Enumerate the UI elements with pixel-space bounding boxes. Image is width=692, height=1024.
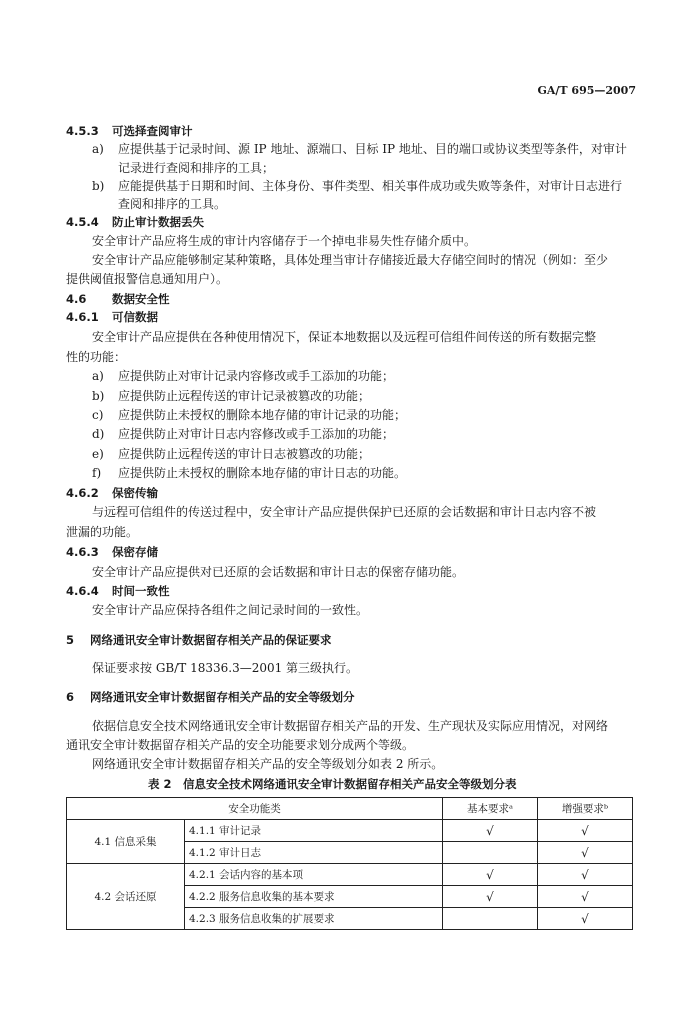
- basic-mark-cell: √: [443, 886, 538, 908]
- column-header: 安全功能类: [67, 798, 443, 820]
- basic-mark-cell: [443, 908, 538, 930]
- item-cell: 4.2.3 服务信息收集的扩展要求: [185, 908, 443, 930]
- enhanced-mark-cell: √: [538, 842, 633, 864]
- item-cell: 4.1.1 审计记录: [185, 820, 443, 842]
- table-row: [67, 820, 633, 842]
- enhanced-mark-cell: √: [538, 886, 633, 908]
- enhanced-mark-cell: √: [538, 908, 633, 930]
- paragraph: 安全审计产品应提供在各种使用情况下，保证本地数据以及远程可信组件间传送的所有数据完整: [92, 330, 597, 344]
- paragraph: 安全审计产品应能够制定某种策略，具体处理当审计存储接近最大存储空间时的情况（例如：至少: [92, 253, 609, 267]
- enhanced-mark-cell: √: [538, 820, 633, 842]
- table-header-row: [67, 798, 633, 820]
- list-item: d) 应提供防止对审计日志内容修改或手工添加的功能；: [92, 427, 395, 441]
- list-item: c) 应提供防止未授权的删除本地存储的审计记录的功能；: [92, 408, 407, 422]
- list-item: a) 应提供防止对审计记录内容修改或手工添加的功能；: [92, 369, 395, 383]
- list-item: b) 应能提供基于日期和时间、主体身份、事件类型、相关事件成功或失败等条件，对审计日志进行: [92, 179, 623, 193]
- column-header: 增强要求ᵇ: [538, 798, 633, 820]
- standard-code-header: GA/T 695—2007: [537, 84, 636, 97]
- list-item-continuation: 记录进行查阅和排序的工具；: [118, 161, 275, 175]
- basic-mark-cell: √: [443, 864, 538, 886]
- list-item-continuation: 查阅和排序的工具。: [118, 197, 227, 211]
- group-cell: 4.2 会话还原: [67, 864, 185, 930]
- paragraph: 安全审计产品应提供对已还原的会话数据和审计日志的保密存储功能。: [92, 565, 465, 579]
- item-cell: 4.2.1 会话内容的基本项: [185, 864, 443, 886]
- section-heading-4-6-2: 4.6.2 保密传输: [66, 486, 158, 500]
- section-heading-4-5-4: 4.5.4 防止审计数据丢失: [66, 215, 204, 229]
- list-item: e) 应提供防止远程传送的审计日志被篡改的功能；: [92, 447, 371, 461]
- item-cell: 4.2.2 服务信息收集的基本要求: [185, 886, 443, 908]
- column-header: 基本要求ᵃ: [443, 798, 538, 820]
- item-cell: 4.1.2 审计日志: [185, 842, 443, 864]
- paragraph: 保证要求按 GB/T 18336.3—2001 第三级执行。: [92, 661, 359, 675]
- paragraph-continuation: 泄漏的功能。: [66, 525, 139, 539]
- paragraph-continuation: 提供阈值报警信息通知用户）。: [66, 272, 229, 286]
- list-item: b) 应提供防止远程传送的审计记录被篡改的功能；: [92, 389, 371, 403]
- section-heading-4-6-4: 4.6.4 时间一致性: [66, 584, 170, 598]
- section-heading-4-6-3: 4.6.3 保密存储: [66, 545, 158, 559]
- table-caption: 表 2 信息安全技术网络通讯安全审计数据留存相关产品安全等级划分表: [148, 777, 517, 791]
- section-heading-6: 6 网络通讯安全审计数据留存相关产品的安全等级划分: [66, 690, 355, 704]
- paragraph: 网络通讯安全审计数据留存相关产品的安全等级划分如表 2 所示。: [92, 757, 444, 771]
- group-cell: 4.1 信息采集: [67, 820, 185, 864]
- paragraph: 安全审计产品应保持各组件之间记录时间的一致性。: [92, 603, 369, 617]
- enhanced-mark-cell: √: [538, 864, 633, 886]
- basic-mark-cell: [443, 842, 538, 864]
- paragraph-continuation: 性的功能：: [66, 350, 127, 364]
- list-item: a) 应提供基于记录时间、源 IP 地址、源端口、目标 IP 地址、目的端口或协议类型等条件，对审计: [92, 142, 627, 156]
- paragraph-continuation: 通讯安全审计数据留存相关产品的安全功能要求划分成两个等级。: [66, 738, 415, 752]
- table-row: [67, 864, 633, 886]
- basic-mark-cell: √: [443, 820, 538, 842]
- section-heading-4-6: 4.6 数据安全性: [66, 292, 170, 306]
- paragraph: 与远程可信组件的传送过程中，安全审计产品应提供保护已还原的会话数据和审计日志内容不被: [92, 505, 597, 519]
- security-level-table: [66, 797, 633, 930]
- section-heading-4-5-3: 4.5.3 可选择查阅审计: [66, 124, 193, 138]
- section-heading-4-6-1: 4.6.1 可信数据: [66, 310, 158, 324]
- paragraph: 安全审计产品应将生成的审计内容储存于一个掉电非易失性存储介质中。: [92, 234, 477, 248]
- paragraph: 依据信息安全技术网络通讯安全审计数据留存相关产品的开发、生产现状及实际应用情况，对网络: [92, 719, 609, 733]
- section-heading-5: 5 网络通讯安全审计数据留存相关产品的保证要求: [66, 633, 332, 647]
- list-item: f) 应提供防止未授权的删除本地存储的审计日志的功能。: [92, 466, 407, 480]
